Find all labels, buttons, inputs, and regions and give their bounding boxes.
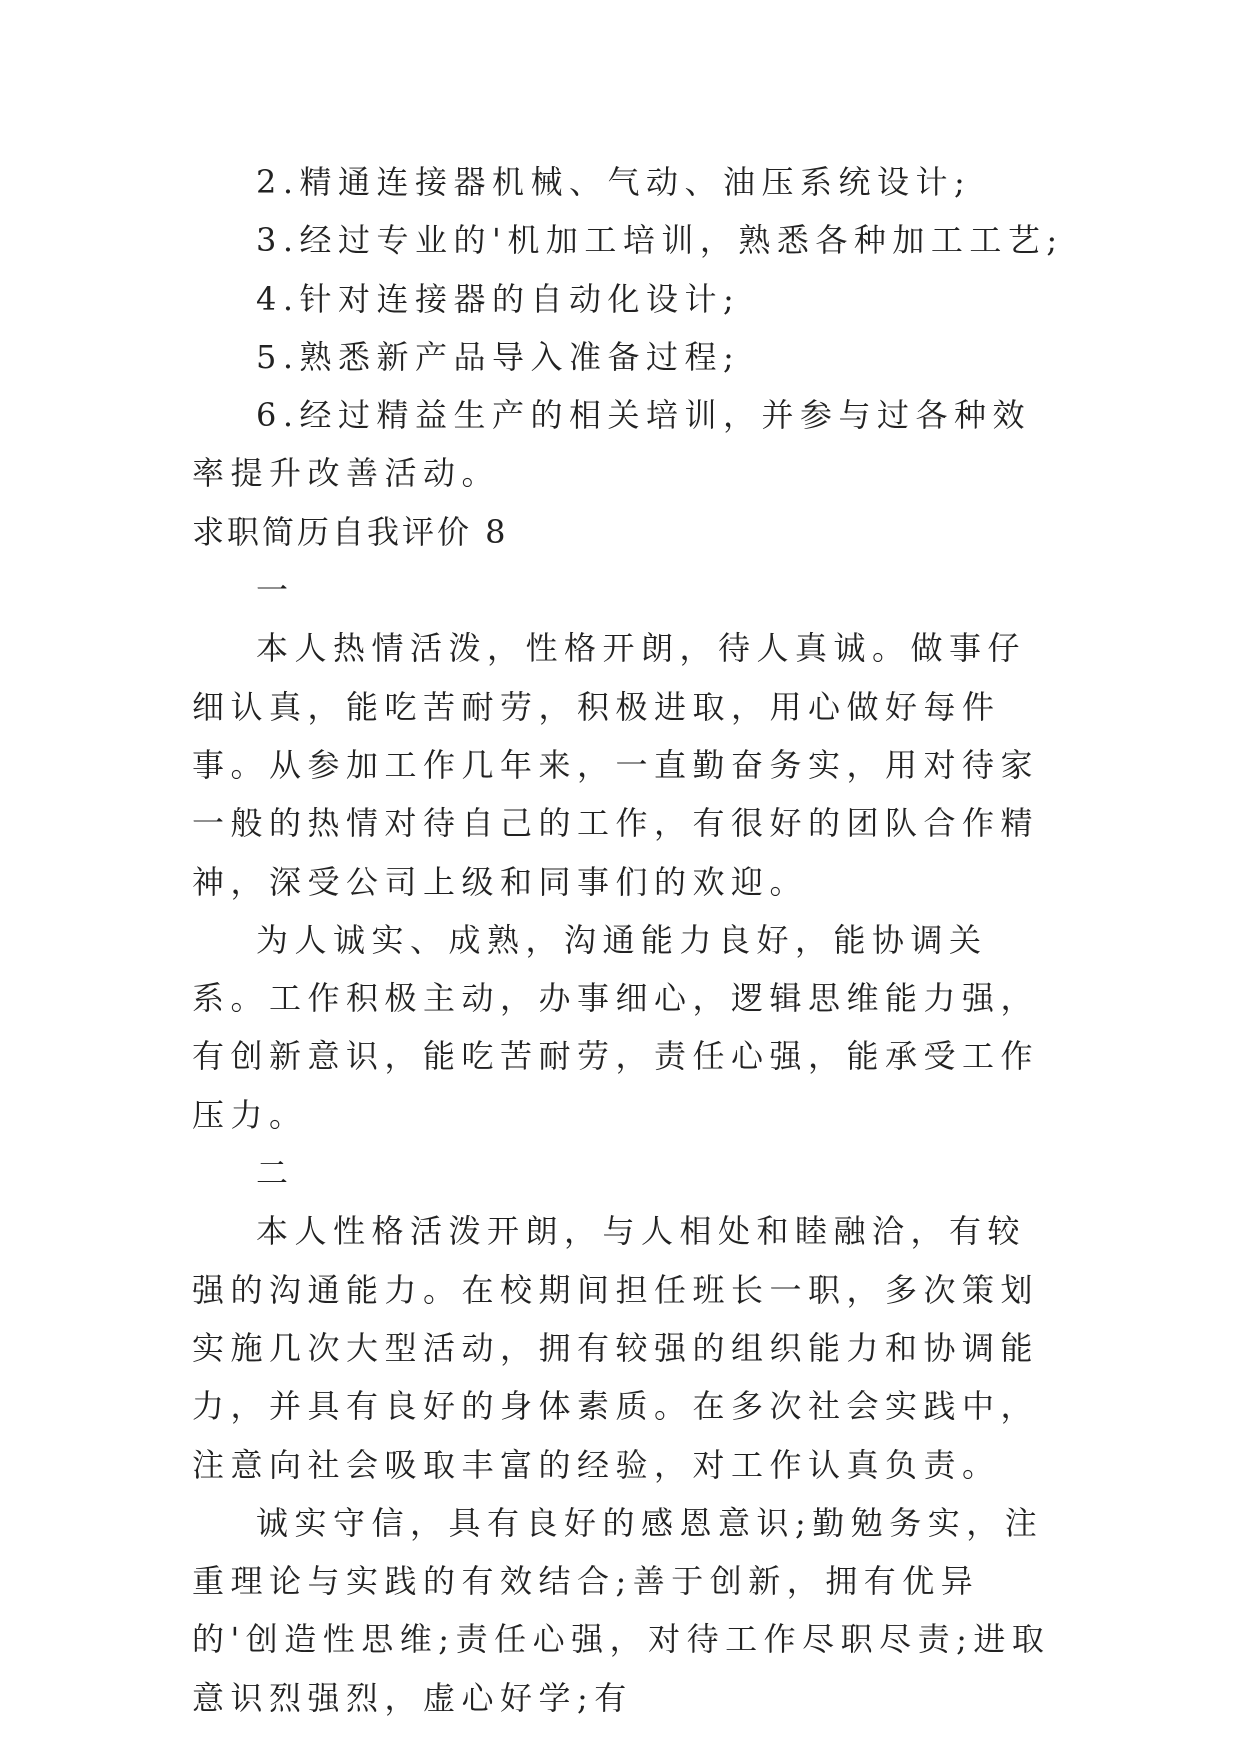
list-item-6: 6.经过精益生产的相关培训，并参与过各种效率提升改善活动。 bbox=[192, 396, 1032, 493]
list-item-3: 3.经过专业的'机加工培训，熟悉各种加工工艺; bbox=[256, 221, 1064, 260]
list-item-4: 4.针对连接器的自动化设计; bbox=[256, 279, 741, 318]
section-title: 求职简历自我评价 8 bbox=[192, 512, 509, 551]
list-item-2: 2.精通连接器机械、气动、油压系统设计; bbox=[256, 163, 972, 201]
part-one-paragraph-2: 为人诚实、成熟，沟通能力良好，能协调关系。工作积极主动，办事细心，逻辑思维能力强，有创新意识，能吃苦耐劳，责任心强，能承受工作压力。 bbox=[192, 920, 1040, 1134]
part-one-label: 一 bbox=[256, 571, 295, 610]
part-two-paragraph-2: 诚实守信，具有良好的感恩意识;勤勉务实，注重理论与实践的有效结合;善于创新，拥有优异的'创造性思维;责任心强，对待工作尽职尽责;进取意识烈强烈，虚心好学;有 bbox=[192, 1503, 1051, 1717]
part-two-label: 二 bbox=[256, 1154, 295, 1193]
part-one-paragraph-1: 本人热情活泼，性格开朗，待人真诚。做事仔细认真，能吃苦耐劳，积极进取，用心做好每件事。从参加工作几年来，一直勤奋务实，用对待家一般的热情对待自己的工作，有很好的团队合作精神，深受公司上级和同事们的欢迎。 bbox=[192, 629, 1040, 901]
list-item-5: 5.熟悉新产品导入准备过程; bbox=[256, 337, 741, 376]
part-two-paragraph-1: 本人性格活泼开朗，与人相处和睦融洽，有较强的沟通能力。在校期间担任班长一职，多次策划实施几次大型活动，拥有较强的组织能力和协调能力，并具有良好的身体素质。在多次社会实践中，注意向社会吸取丰富的经验，对工作认真负责。 bbox=[192, 1212, 1040, 1484]
document-body bbox=[192, 153, 1064, 1727]
